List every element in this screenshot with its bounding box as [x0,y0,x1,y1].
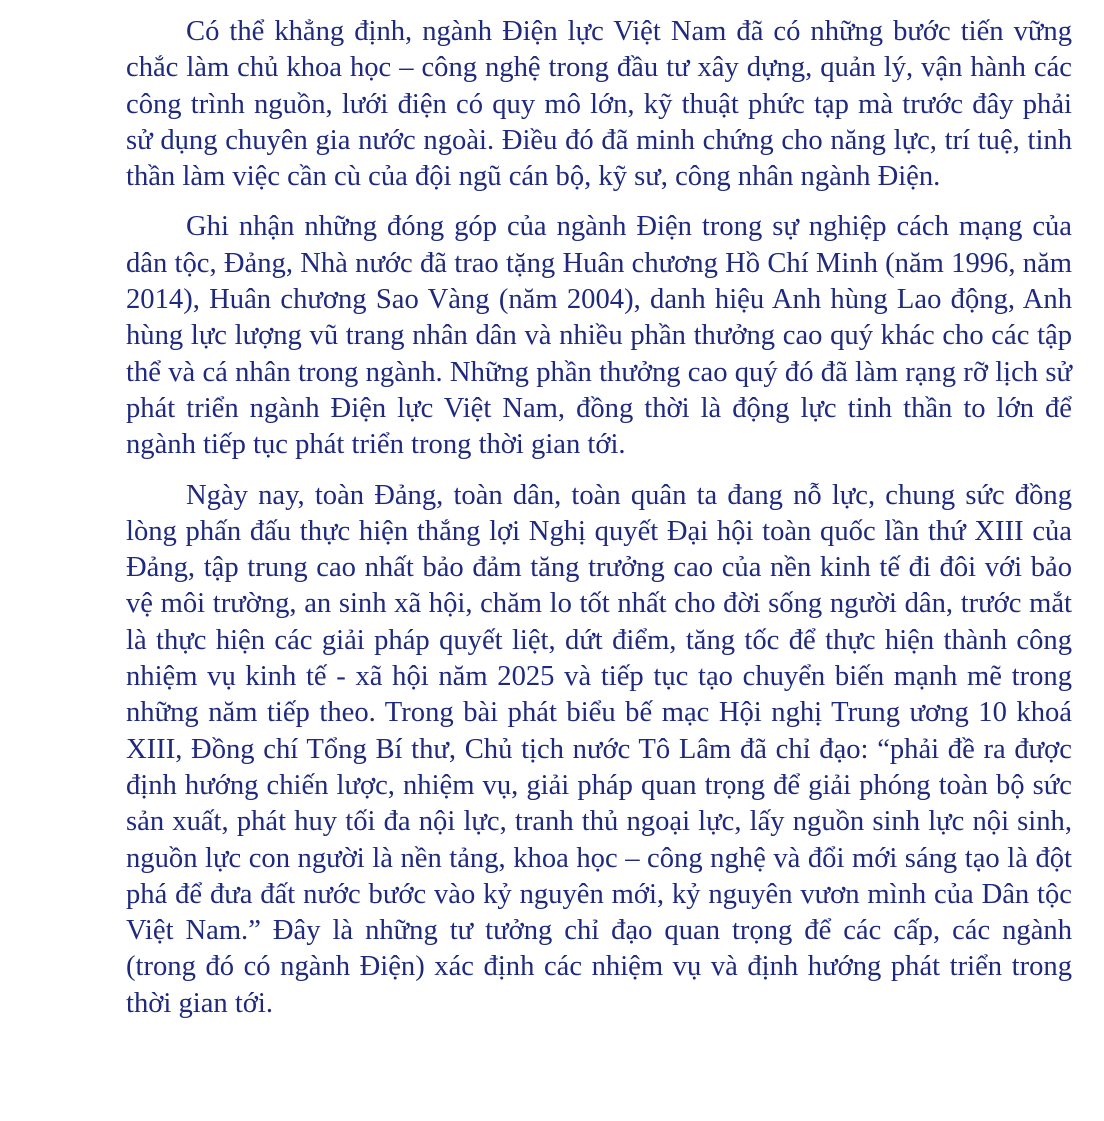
document-body [126,14,1072,1022]
paragraph-achievements: Có thể khẳng định, ngành Điện lực Việt Nam đã có những bước tiến vững chắc làm chủ khoa học – công nghệ trong đầu tư xây dựng, quản lý, vận hành các công trình nguồn, lưới điện có quy mô lớn, kỹ thuật phức tạp mà trước đây phải sử dụng chuyên gia nước ngoài. Điều đó đã minh chứng cho năng lực, trí tuệ, tinh thần làm việc cần cù của đội ngũ cán bộ, kỹ sư, công nhân ngành Điện. [126,16,1072,193]
paragraph-directions: Ngày nay, toàn Đảng, toàn dân, toàn quân ta đang nỗ lực, chung sức đồng lòng phấn đấu thực hiện thắng lợi Nghị quyết Đại hội toàn quốc lần thứ XIII của Đảng, tập trung cao nhất bảo đảm tăng trưởng cao của nền kinh tế đi đôi với bảo vệ môi trường, an sinh xã hội, chăm lo tốt nhất cho đời sống người dân, trước mắt là thực hiện các giải pháp quyết liệt, dứt điểm, tăng tốc để thực hiện thành công nhiệm vụ kinh tế - xã hội năm 2025 và tiếp tục tạo chuyển biến mạnh mẽ trong những năm tiếp theo. Trong bài phát biểu bế mạc Hội nghị Trung ương 10 khoá XIII, Đồng chí Tổng Bí thư, Chủ tịch nước Tô Lâm đã chỉ đạo: “phải đề ra được định hướng chiến lược, nhiệm vụ, giải pháp quan trọng để giải phóng toàn bộ sức sản xuất, phát huy tối đa nội lực, tranh thủ ngoại lực, lấy nguồn sinh lực nội sinh, nguồn lực con người là nền tảng, khoa học – công nghệ và đổi mới sáng tạo là đột phá để đưa đất nước bước vào kỷ nguyên mới, kỷ nguyên vươn mình của Dân tộc Việt Nam.” Đây là những tư tưởng chỉ đạo quan trọng để các cấp, các ngành (trong đó có ngành Điện) xác định các nhiệm vụ và định hướng phát triển trong thời gian tới. [126,479,1072,1019]
paragraph-awards: Ghi nhận những đóng góp của ngành Điện trong sự nghiệp cách mạng của dân tộc, Đảng, Nhà nước đã trao tặng Huân chương Hồ Chí Minh (năm 1996, năm 2014), Huân chương Sao Vàng (năm 2004), danh hiệu Anh hùng Lao động, Anh hùng lực lượng vũ trang nhân dân và nhiều phần thưởng cao quý khác cho các tập thể và cá nhân trong ngành. Những phần thưởng cao quý đó đã làm rạng rỡ lịch sử phát triển ngành Điện lực Việt Nam, đồng thời là động lực tinh thần to lớn để ngành tiếp tục phát triển trong thời gian tới. [126,211,1072,461]
